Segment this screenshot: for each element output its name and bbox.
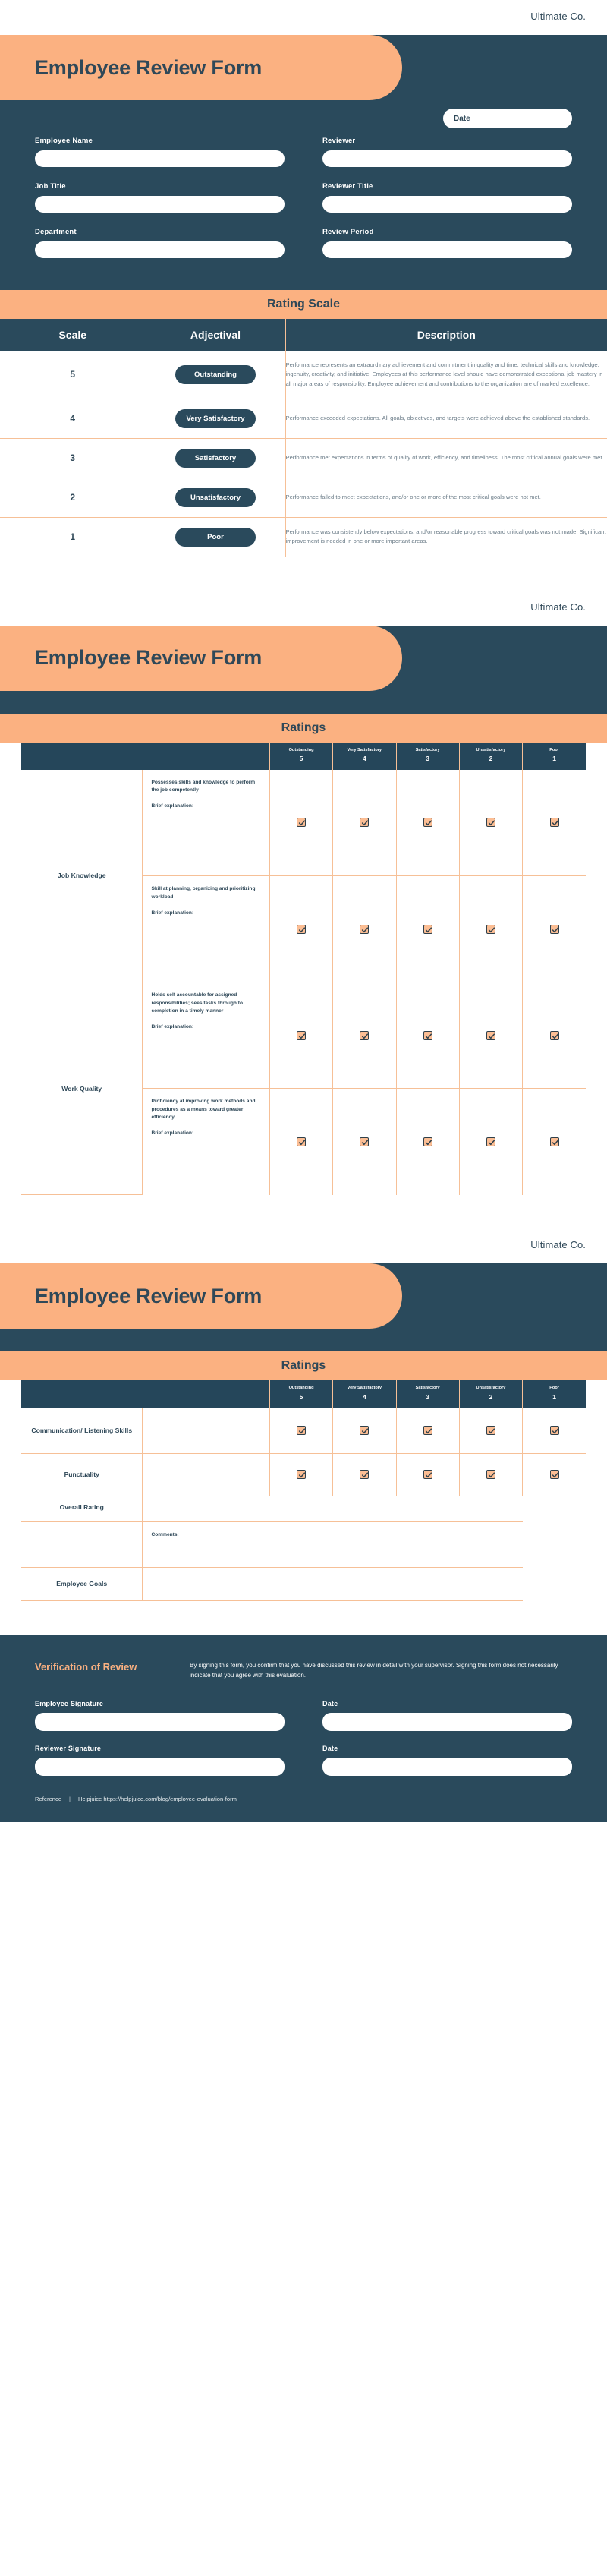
description-1: Performance was consistently below expectations, and/or reasonable progress toward critical goals was not made. Significant improvement is needed in one or more important areas. <box>285 517 607 557</box>
verification-intro <box>35 1660 572 1680</box>
header-outstanding-3 <box>269 1380 332 1408</box>
field-reviewer-title <box>322 182 572 213</box>
field-reviewer-signature <box>35 1745 285 1776</box>
field-department <box>35 228 285 258</box>
checkbox-icon[interactable] <box>360 1137 369 1146</box>
brand-bar-3 <box>0 1228 607 1263</box>
behavior-text-wq2: Proficiency at improving work methods and procedures as a means toward greater efficiency <box>151 1099 256 1120</box>
company-brand-3: Ultimate Co. <box>530 1239 586 1251</box>
ratings-body-2 <box>21 770 586 1195</box>
ratings-title-3: Ratings <box>281 1359 326 1373</box>
header-very-satisfactory-label-3: Very Satisfactory <box>347 1386 382 1391</box>
behavior-text-jk1: Possesses skills and knowledge to perform the job competently <box>151 779 256 793</box>
label-job-title: Job Title <box>35 182 66 191</box>
checkbox-cell-comm-5[interactable] <box>269 1408 332 1453</box>
header-outstanding-num-3: 5 <box>299 1392 304 1401</box>
checkbox-icon[interactable] <box>297 818 306 827</box>
page-2 <box>0 591 607 1196</box>
adjectival-cell-3 <box>146 438 285 478</box>
checkbox-icon[interactable] <box>423 818 432 827</box>
input-reviewer-date[interactable] <box>322 1758 572 1776</box>
header-unsatisfactory-label-2: Unsatisfactory <box>476 747 506 752</box>
ratings-body-3 <box>21 1408 586 1600</box>
header-behavior-blank-3 <box>143 1380 269 1408</box>
label-department: Department <box>35 228 77 236</box>
header-unsatisfactory-3 <box>459 1380 522 1408</box>
checkbox-icon[interactable] <box>423 1137 432 1146</box>
rating-scale-header-row <box>0 319 607 351</box>
rating-scale-table <box>0 319 607 557</box>
checkbox-cell-wq2-3[interactable] <box>396 1089 459 1195</box>
field-employee-date <box>322 1700 572 1731</box>
checkbox-cell-wq2-1[interactable] <box>523 1089 586 1195</box>
table-row <box>0 399 607 438</box>
label-review-period: Review Period <box>322 228 374 236</box>
behavior-text-wq1: Holds self accountable for assigned responsibilities; sees tasks through to completion in a timely manner <box>151 992 244 1014</box>
ratings-table-3 <box>21 1380 586 1601</box>
header-behavior-blank-2 <box>143 743 269 770</box>
checkbox-icon[interactable] <box>360 1031 369 1040</box>
checkbox-icon[interactable] <box>360 818 369 827</box>
checkbox-cell-punc-1[interactable] <box>523 1453 586 1496</box>
checkbox-icon[interactable] <box>486 925 495 934</box>
checkbox-cell-punc-3[interactable] <box>396 1453 459 1496</box>
header-very-satisfactory-label-2: Very Satisfactory <box>347 747 382 752</box>
checkbox-icon[interactable] <box>423 1426 432 1435</box>
checkbox-icon[interactable] <box>297 1031 306 1040</box>
input-reviewer-title[interactable] <box>322 196 572 213</box>
checkbox-icon[interactable] <box>550 1031 559 1040</box>
checkbox-cell-jk1-4[interactable] <box>333 770 396 876</box>
checkbox-icon[interactable] <box>360 1470 369 1479</box>
adjectival-cell-5 <box>146 351 285 399</box>
checkbox-icon[interactable] <box>297 1426 306 1435</box>
reference-link[interactable]: Helpjuice https://helpjuice.com/blog/employee-evaluation-form <box>78 1796 237 1803</box>
rating-pill-very-satisfactory: Very Satisfactory <box>175 409 256 428</box>
date-input[interactable]: Date <box>443 109 572 128</box>
checkbox-icon[interactable] <box>550 1137 559 1146</box>
checkbox-cell-comm-3[interactable] <box>396 1408 459 1453</box>
info-field-grid <box>35 137 572 258</box>
criteria-job-knowledge: Job Knowledge <box>21 770 143 982</box>
ratings-band-3 <box>0 1351 607 1380</box>
scale-value-3: 3 <box>0 438 146 478</box>
title-band-3 <box>0 1263 607 1329</box>
criteria-punctuality: Punctuality <box>21 1453 143 1496</box>
behavior-job-knowledge-2 <box>143 876 269 982</box>
page-title-1: Employee Review Form <box>35 55 263 79</box>
label-reviewer-date: Date <box>322 1745 338 1753</box>
criteria-work-quality: Work Quality <box>21 982 143 1195</box>
checkbox-cell-punc-2[interactable] <box>459 1453 522 1496</box>
checkbox-cell-wq1-2[interactable] <box>459 982 522 1089</box>
checkbox-icon[interactable] <box>297 925 306 934</box>
adjectival-cell-4 <box>146 399 285 438</box>
header-satisfactory-num-3: 3 <box>426 1392 430 1401</box>
header-satisfactory-label-3: Satisfactory <box>415 1386 440 1391</box>
scale-value-5: 5 <box>0 351 146 399</box>
checkbox-icon[interactable] <box>360 925 369 934</box>
overall-rating-input[interactable] <box>143 1496 523 1521</box>
brief-explanation-wq1: Brief explanation: <box>151 1024 194 1030</box>
field-job-title <box>35 182 285 213</box>
verification-section <box>0 1635 607 1822</box>
header-poor-3 <box>523 1380 586 1408</box>
checkbox-cell-punc-5[interactable] <box>269 1453 332 1496</box>
table-row <box>21 770 586 876</box>
scale-value-4: 4 <box>0 399 146 438</box>
header-satisfactory-num-2: 3 <box>426 755 430 763</box>
checkbox-cell-comm-1[interactable] <box>523 1408 586 1453</box>
field-reviewer <box>322 137 572 167</box>
header-scale: Scale <box>0 319 146 351</box>
header-very-satisfactory-num-2: 4 <box>362 755 366 763</box>
table-row <box>0 517 607 557</box>
header-outstanding-label-2: Outstanding <box>288 747 314 752</box>
title-pill-1 <box>0 35 402 100</box>
behavior-job-knowledge-1 <box>143 770 269 876</box>
input-employee-name[interactable] <box>35 150 285 167</box>
input-employee-date[interactable] <box>322 1713 572 1731</box>
reference-separator: | <box>69 1796 71 1803</box>
scale-value-1: 1 <box>0 517 146 557</box>
table-row <box>21 982 586 1089</box>
page-gap-1 <box>0 557 607 591</box>
company-brand: Ultimate Co. <box>530 11 586 22</box>
input-reviewer-signature[interactable] <box>35 1758 285 1776</box>
label-employee-date: Date <box>322 1700 338 1708</box>
rating-scale-title: Rating Scale <box>266 298 341 311</box>
checkbox-icon[interactable] <box>550 925 559 934</box>
checkbox-cell-wq1-4[interactable] <box>333 982 396 1089</box>
checkbox-cell-wq1-3[interactable] <box>396 982 459 1089</box>
table-row <box>0 438 607 478</box>
checkbox-cell-wq2-4[interactable] <box>333 1089 396 1195</box>
checkbox-cell-jk1-5[interactable] <box>269 770 332 876</box>
header-outstanding-label-3: Outstanding <box>288 1386 314 1391</box>
table-row <box>21 1496 586 1521</box>
table-row <box>21 1453 586 1496</box>
behavior-communication <box>143 1408 269 1453</box>
checkbox-icon[interactable] <box>360 1426 369 1435</box>
description-2: Performance failed to meet expectations, and/or one or more of the most critical goals were not met. <box>285 478 607 517</box>
header-satisfactory-2 <box>396 743 459 770</box>
page-title-3: Employee Review Form <box>35 1284 263 1307</box>
checkbox-cell-jk2-3[interactable] <box>396 876 459 982</box>
ratings-header-row-2 <box>21 743 586 770</box>
input-reviewer[interactable] <box>322 150 572 167</box>
checkbox-cell-jk2-1[interactable] <box>523 876 586 982</box>
checkbox-cell-wq1-5[interactable] <box>269 982 332 1089</box>
ratings-table-2 <box>21 743 586 1196</box>
behavior-work-quality-1 <box>143 982 269 1089</box>
header-very-satisfactory-3 <box>333 1380 396 1408</box>
table-row <box>0 351 607 399</box>
checkbox-icon[interactable] <box>550 1470 559 1479</box>
header-very-satisfactory-2 <box>333 743 396 770</box>
criteria-comments-blank <box>21 1521 143 1567</box>
field-employee-signature <box>35 1700 285 1731</box>
header-poor-2 <box>523 743 586 770</box>
checkbox-cell-wq2-2[interactable] <box>459 1089 522 1195</box>
header-satisfactory-3 <box>396 1380 459 1408</box>
checkbox-cell-jk1-3[interactable] <box>396 770 459 876</box>
behavior-work-quality-2 <box>143 1089 269 1195</box>
description-4: Performance exceeded expectations. All goals, objectives, and targets were achieved above the established standards. <box>285 399 607 438</box>
description-5: Performance represents an extraordinary achievement and commitment in quality and time, technical skills and knowledge, ingenuity, creativity, and initiative. Employees at this performance level should have demonstrated exceptional job mastery in all major areas of responsibility. Employee achievement and contributions to the organization are of marked excellence. <box>285 351 607 399</box>
header-poor-label-3: Poor <box>549 1386 559 1391</box>
title-pill-2 <box>0 626 402 691</box>
checkbox-icon[interactable] <box>297 1137 306 1146</box>
reference-label: Reference <box>35 1796 62 1803</box>
header-unsatisfactory-num-3: 2 <box>489 1392 493 1401</box>
input-job-title[interactable] <box>35 196 285 213</box>
checkbox-icon[interactable] <box>486 818 495 827</box>
brief-explanation-jk1: Brief explanation: <box>151 803 194 809</box>
navy-spacer-3 <box>0 1329 607 1351</box>
company-brand-2: Ultimate Co. <box>530 601 586 613</box>
date-row <box>35 100 572 137</box>
checkbox-icon[interactable] <box>486 1426 495 1435</box>
field-employee-name <box>35 137 285 167</box>
description-3: Performance met expectations in terms of quality of work, efficiency, and timeliness. The most critical annual goals were met. <box>285 438 607 478</box>
label-employee-signature: Employee Signature <box>35 1700 104 1708</box>
input-employee-signature[interactable] <box>35 1713 285 1731</box>
label-reviewer-title: Reviewer Title <box>322 182 373 191</box>
checkbox-icon[interactable] <box>550 818 559 827</box>
checkbox-cell-comm-2[interactable] <box>459 1408 522 1453</box>
verification-title: Verification of Review <box>35 1660 137 1673</box>
header-poor-num-2: 1 <box>552 755 556 763</box>
checkbox-cell-jk1-2[interactable] <box>459 770 522 876</box>
header-outstanding-num-2: 5 <box>299 755 304 763</box>
ratings-band-2 <box>0 714 607 743</box>
rating-pill-outstanding: Outstanding <box>175 365 256 384</box>
table-row <box>21 1521 586 1567</box>
title-band-1 <box>0 35 607 100</box>
header-outstanding-2 <box>269 743 332 770</box>
header-unsatisfactory-label-3: Unsatisfactory <box>476 1386 506 1391</box>
brand-bar-2 <box>0 591 607 626</box>
header-unsatisfactory-num-2: 2 <box>489 755 493 763</box>
checkbox-icon[interactable] <box>486 1031 495 1040</box>
checkbox-cell-jk2-4[interactable] <box>333 876 396 982</box>
ratings-table-wrap-3 <box>0 1380 607 1601</box>
adjectival-cell-2 <box>146 478 285 517</box>
title-pill-3 <box>0 1263 402 1329</box>
page-title-2: Employee Review Form <box>35 646 263 670</box>
employee-info-block <box>0 100 607 290</box>
checkbox-icon[interactable] <box>550 1426 559 1435</box>
page-3 <box>0 1228 607 1822</box>
checkbox-icon[interactable] <box>423 1031 432 1040</box>
reference-line <box>35 1796 572 1802</box>
employee-goals-input[interactable] <box>143 1567 523 1600</box>
checkbox-icon[interactable] <box>423 925 432 934</box>
checkbox-icon[interactable] <box>297 1470 306 1479</box>
checkbox-icon[interactable] <box>486 1137 495 1146</box>
ratings-title-2: Ratings <box>281 720 326 734</box>
header-poor-label-2: Poor <box>549 747 559 752</box>
rating-pill-unsatisfactory: Unsatisfactory <box>175 488 256 507</box>
ratings-header-row-3 <box>21 1380 586 1408</box>
checkbox-icon[interactable] <box>486 1470 495 1479</box>
label-employee-name: Employee Name <box>35 137 93 145</box>
signature-grid <box>35 1700 572 1776</box>
rating-pill-satisfactory: Satisfactory <box>175 449 256 468</box>
criteria-overall-rating: Overall Rating <box>21 1496 143 1521</box>
checkbox-cell-punc-4[interactable] <box>333 1453 396 1496</box>
field-reviewer-date <box>322 1745 572 1776</box>
input-department[interactable] <box>35 241 285 258</box>
header-unsatisfactory-2 <box>459 743 522 770</box>
rating-scale-band <box>0 290 607 319</box>
behavior-punctuality <box>143 1453 269 1496</box>
checkbox-cell-wq2-5[interactable] <box>269 1089 332 1195</box>
criteria-communication: Communication/ Listening Skills <box>21 1408 143 1453</box>
title-band-2 <box>0 626 607 691</box>
ratings-table-wrap-2 <box>0 743 607 1196</box>
verification-text: By signing this form, you confirm that you have discussed this review in detail with your supervisor. Signing this form does not necessarily indicate that you agree with this evaluation. <box>190 1661 558 1679</box>
table-row <box>21 1567 586 1600</box>
navy-spacer-2 <box>0 691 607 714</box>
comments-input[interactable]: Comments: <box>143 1521 523 1567</box>
pre-verification-gap <box>0 1601 607 1635</box>
brand-bar <box>0 0 607 35</box>
header-description: Description <box>285 319 607 351</box>
table-row <box>21 1408 586 1453</box>
rating-pill-poor: Poor <box>175 528 256 547</box>
checkbox-cell-jk2-2[interactable] <box>459 876 522 982</box>
page-gap-2 <box>0 1195 607 1228</box>
field-review-period <box>322 228 572 258</box>
label-reviewer: Reviewer <box>322 137 356 145</box>
brief-explanation-jk2: Brief explanation: <box>151 910 194 916</box>
header-criteria-blank-2 <box>21 743 143 770</box>
table-row <box>0 478 607 517</box>
checkbox-cell-comm-4[interactable] <box>333 1408 396 1453</box>
criteria-employee-goals: Employee Goals <box>21 1567 143 1600</box>
header-satisfactory-label-2: Satisfactory <box>415 747 440 752</box>
page-1 <box>0 0 607 557</box>
checkbox-cell-jk1-1[interactable] <box>523 770 586 876</box>
adjectival-cell-1 <box>146 517 285 557</box>
scale-value-2: 2 <box>0 478 146 517</box>
header-criteria-blank-3 <box>21 1380 143 1408</box>
behavior-text-jk2: Skill at planning, organizing and prioritizing workload <box>151 886 256 900</box>
input-review-period[interactable] <box>322 241 572 258</box>
header-poor-num-3: 1 <box>552 1392 556 1401</box>
checkbox-cell-wq1-1[interactable] <box>523 982 586 1089</box>
brief-explanation-wq2: Brief explanation: <box>151 1130 194 1137</box>
checkbox-icon[interactable] <box>423 1470 432 1479</box>
header-adjectival: Adjectival <box>146 319 285 351</box>
label-reviewer-signature: Reviewer Signature <box>35 1745 102 1753</box>
checkbox-cell-jk2-5[interactable] <box>269 876 332 982</box>
header-very-satisfactory-num-3: 4 <box>362 1392 366 1401</box>
